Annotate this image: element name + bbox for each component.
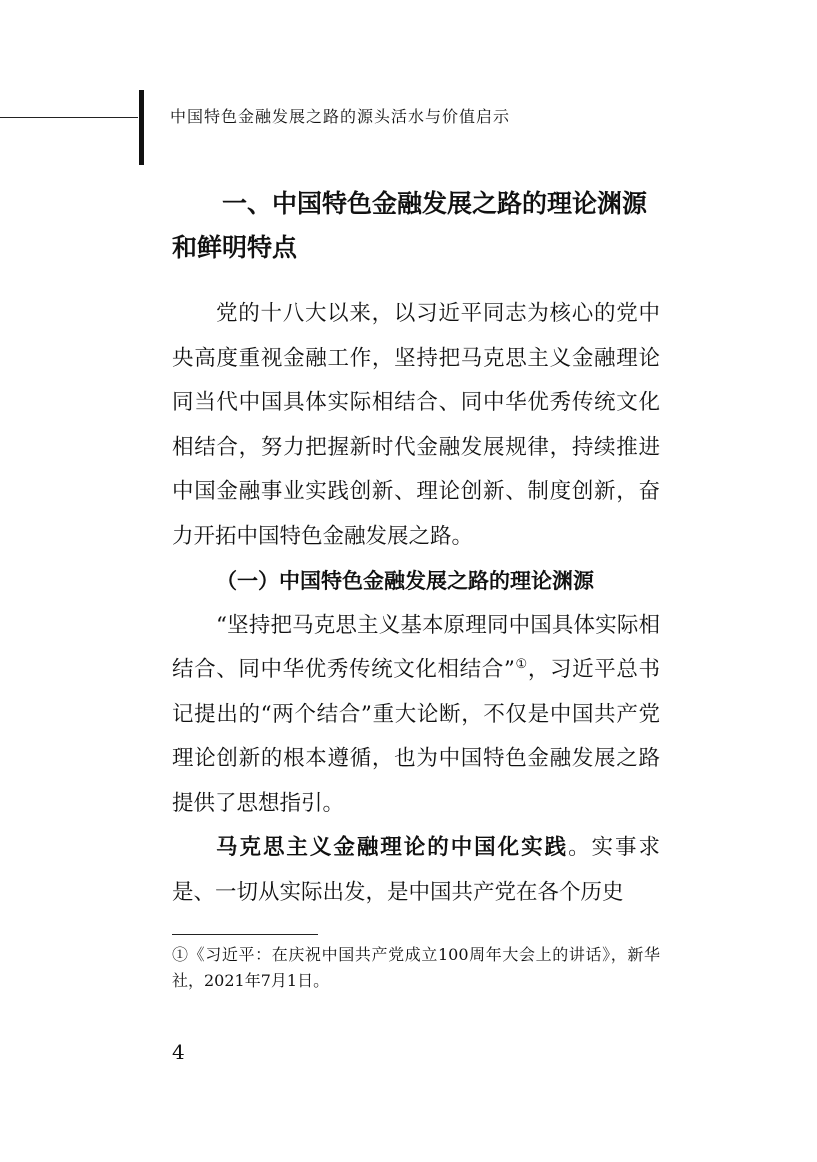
paragraph-marxist-practice (172, 826, 660, 915)
footnote-reference[interactable]: ① (514, 656, 528, 672)
bold-lead-phrase: 马克思主义金融理论的中国化实践 (216, 835, 569, 860)
footnote: ①《习近平：在庆祝中国共产党成立100周年大会上的讲话》，新华社，2021年7月1日。 (172, 945, 660, 990)
footnote-divider (172, 934, 318, 935)
quote-text: “坚持把马克思主义基本原理同中国具体实际相结合、同中华优秀传统文化相结合” (172, 612, 660, 682)
section-title: 一、中国特色金融发展之路的理论渊源和鲜明特点 (172, 189, 648, 262)
paragraph-two-combinations (172, 604, 660, 827)
main-content (172, 182, 660, 915)
paragraph-text: 。实事求是、一切从实际出发，是中国共产党在各个历史 (172, 835, 660, 905)
paragraph-continuation: ，习近平总书记提出的“两个结合”重大论断，不仅是中国共产党理论创新的根本遵循，也为中国特色金融发展之路提供了思想指引。 (172, 657, 660, 816)
subheading-theory-origins: （一）中国特色金融发展之路的理论渊源 (216, 569, 594, 593)
running-header: 中国特色金融发展之路的源头活水与价值启示 (170, 107, 511, 126)
header-vertical-bar (139, 90, 144, 165)
page-number: 4 (172, 1040, 185, 1064)
header-rule-left (0, 117, 138, 118)
paragraph-intro: 党的十八大以来，以习近平同志为核心的党中央高度重视金融工作，坚持把马克思主义金融理论同当代中国具体实际相结合、同中华优秀传统文化相结合，努力把握新时代金融发展规律，持续推进中国金融事业实践创新、理论创新、制度创新，奋力开拓中国特色金融发展之路。 (172, 301, 660, 549)
